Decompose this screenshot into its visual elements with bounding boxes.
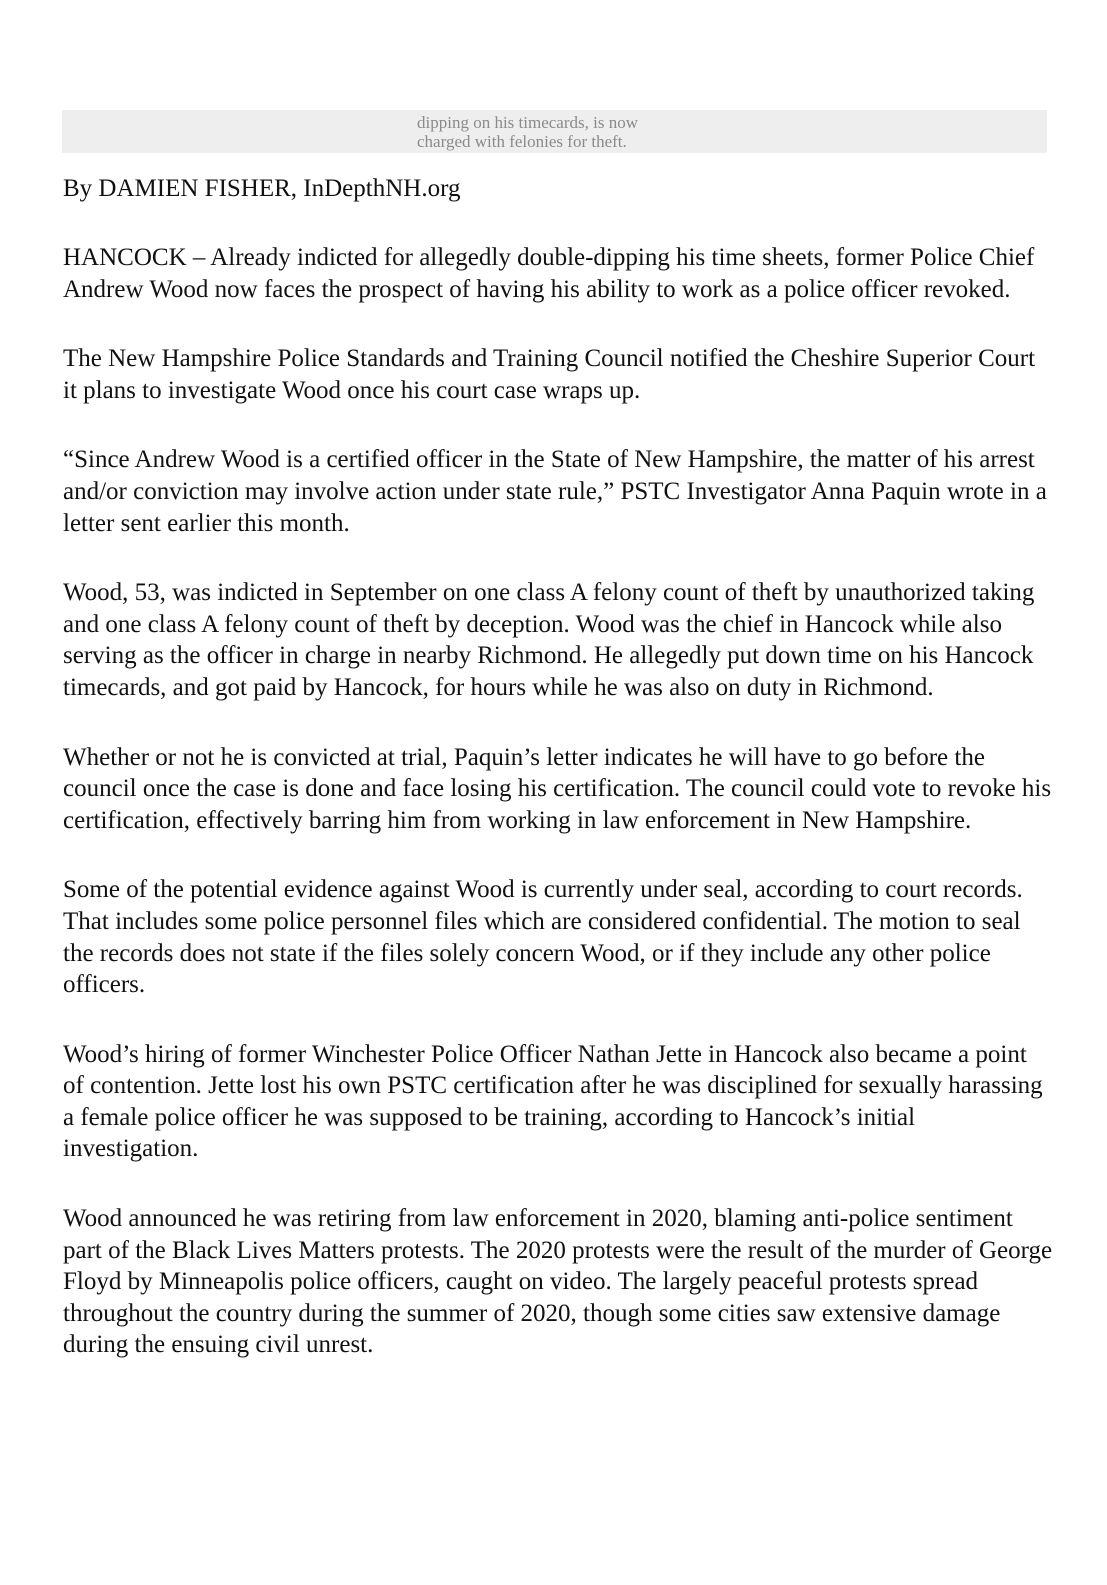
paragraph-lede: HANCOCK – Already indicted for allegedly double-dipping his time sheets, former Police Chief Andrew Wood now faces the prospect of having his ability to work as a police officer revoked. bbox=[63, 244, 1035, 303]
article-body bbox=[63, 173, 1053, 1399]
caption-line-1: dipping on his timecards, is now bbox=[417, 113, 638, 132]
paragraph-pstc-notice: The New Hampshire Police Standards and Training Council notified the Cheshire Superior Court it plans to investigate Wood once his court case wraps up. bbox=[63, 345, 1036, 404]
caption-line-2: charged with felonies for theft. bbox=[417, 132, 627, 151]
paragraph-paquin-quote: “Since Andrew Wood is a certified officer in the State of New Hampshire, the matter of his arrest and/or conviction may involve action under state rule,” PSTC Investigator Anna Paquin wrote in a letter sent earlier this month. bbox=[63, 446, 1047, 537]
paragraph-retirement: Wood announced he was retiring from law enforcement in 2020, blaming anti-police sentiment part of the Black Lives Matters protests. The 2020 protests were the result of the murder of George Floyd by Minneapolis police officers, caught on video. The largely peaceful protests spread throughout the country during the summer of 2020, though some cities saw extensive damage during the ensuing civil unrest. bbox=[63, 1205, 1053, 1359]
paragraph-jette-hiring: Wood’s hiring of former Winchester Police Officer Nathan Jette in Hancock also became a point of contention. Jette lost his own PSTC certification after he was disciplined for sexually harassing a female police officer he was supposed to be training, according to Hancock’s initial investigation. bbox=[63, 1040, 1043, 1163]
byline: By DAMIEN FISHER, InDepthNH.org bbox=[63, 175, 461, 202]
paragraph-sealed-evidence: Some of the potential evidence against Wood is currently under seal, according to court records. That includes some police personnel files which are considered confidential. The motion to seal the records does not state if the files solely concern Wood, or if they include any other police officers. bbox=[63, 876, 1023, 999]
paragraph-indictment: Wood, 53, was indicted in September on one class A felony count of theft by unauthorized taking and one class A felony count of theft by deception. Wood was the chief in Hancock while also serving as the officer in charge in nearby Richmond. He allegedly put down time on his Hancock timecards, and got paid by Hancock, for hours while he was also on duty in Richmond. bbox=[63, 579, 1035, 701]
paragraph-certification: Whether or not he is convicted at trial, Paquin’s letter indicates he will have to go before the council once the case is done and face losing his certification. The council could vote to revoke his certification, effectively barring him from working in law enforcement in New Hampshire. bbox=[63, 743, 1052, 834]
photo-caption bbox=[417, 113, 638, 151]
photo-caption-bar bbox=[62, 110, 1047, 153]
